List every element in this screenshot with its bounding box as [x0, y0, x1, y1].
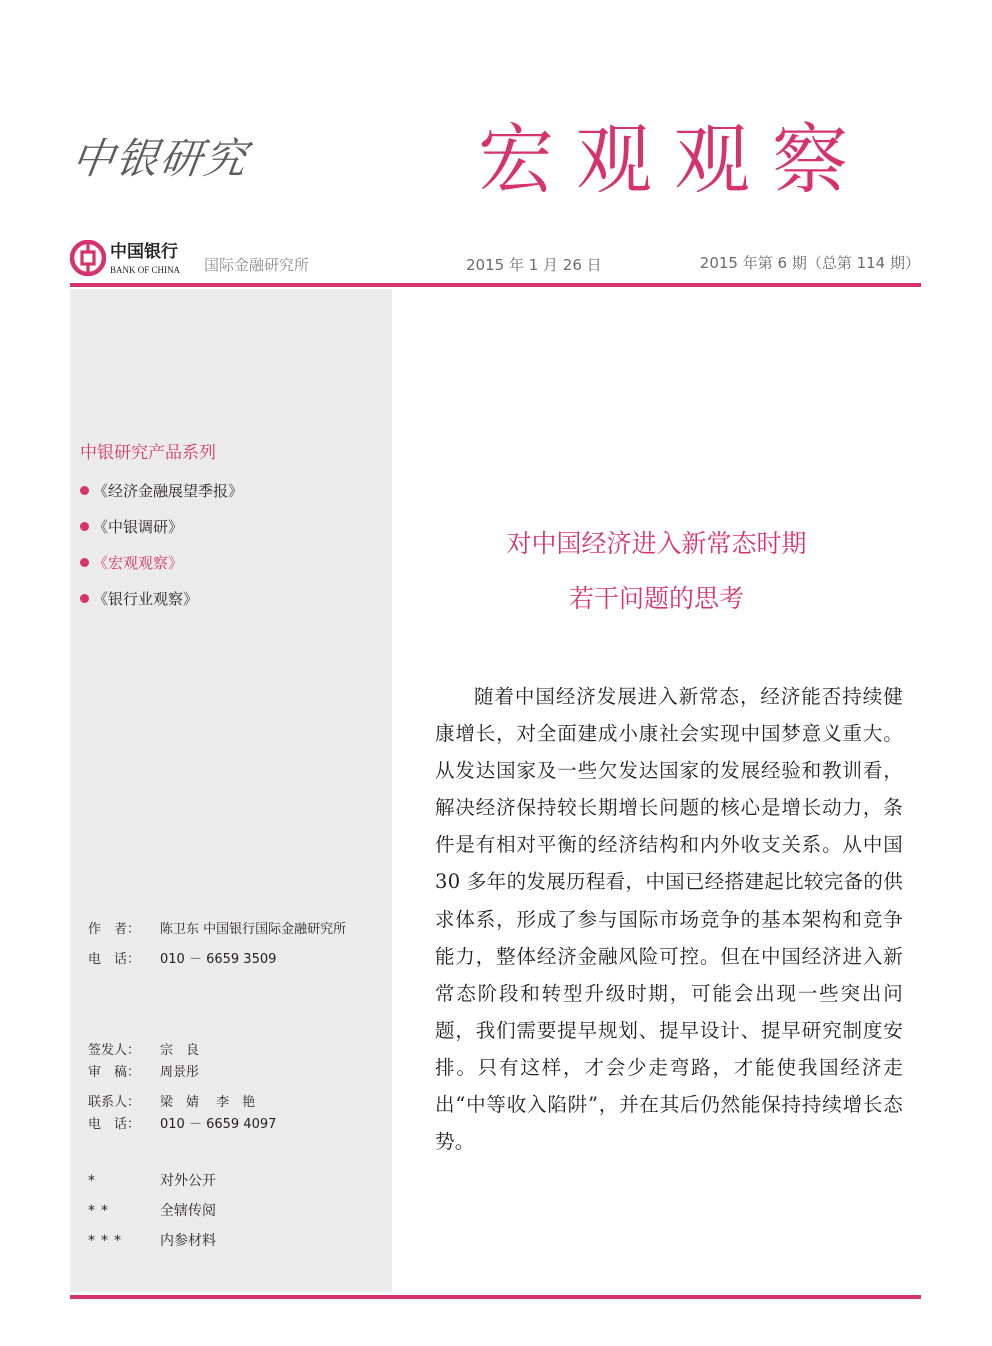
classification-text: 内参材料 [160, 1233, 216, 1249]
bullet-dot-icon [80, 594, 89, 603]
signer-row [88, 1040, 276, 1062]
series-item [80, 588, 243, 624]
author-label: 作 者： [88, 922, 141, 937]
bank-name-cn: 中国银行 [110, 242, 178, 262]
publication-title: 宏观观察 [478, 115, 870, 204]
author-phone-label: 电 话： [88, 952, 141, 967]
reviewer-row [88, 1062, 276, 1092]
bullet-dot-icon [80, 486, 89, 495]
bullet-dot-icon [80, 522, 89, 531]
classification-text: 全辖传阅 [160, 1203, 216, 1219]
classification-marks: *** [88, 1233, 127, 1249]
sidebar-panel [70, 289, 392, 1292]
author-phone-row [88, 949, 346, 971]
classification-row [88, 1170, 216, 1200]
contact-phone-value: 010 － 6659 4097 [160, 1117, 277, 1132]
bank-of-china-logo-icon [70, 240, 106, 276]
header-divider [70, 283, 921, 287]
classification-marks: * [88, 1173, 101, 1189]
series-item-label: 《中银调研》 [93, 518, 184, 536]
classification-row [88, 1200, 216, 1230]
institute-name: 国际金融研究所 [204, 256, 310, 274]
series-item-current [80, 552, 243, 588]
article-title-line-2: 若干问题的思考 [568, 584, 744, 613]
author-block [88, 919, 346, 971]
author-phone-value: 010 － 6659 3509 [160, 952, 277, 967]
contact-row [88, 1092, 276, 1114]
contact-value: 梁 婧 李 艳 [160, 1095, 256, 1110]
series-list [80, 480, 243, 624]
series-item-label: 《经济金融展望季报》 [93, 482, 244, 500]
series-item [80, 480, 243, 516]
classification-row [88, 1230, 216, 1260]
series-item-label: 《银行业观察》 [93, 590, 199, 608]
signer-label: 签发人： [88, 1043, 141, 1058]
author-row [88, 919, 346, 949]
classification-marks: ** [88, 1203, 114, 1219]
contact-phone-row [88, 1114, 276, 1136]
editorial-block [88, 1040, 276, 1136]
footer-divider [70, 1295, 921, 1299]
article-abstract: 随着中国经济发展进入新常态，经济能否持续健康增长，对全面建成小康社会实现中国梦意义重大。从发达国家及一些欠发达国家的发展经验和教训看，解决经济保持较长期增长问题的核心是增长动力，条件是有相对平衡的经济结构和内外收支关系。从中国 30 多年的发展历程看，中国已经搭建起比较完备的供求体系，形成了参与国际市场竞争的基本架构和竞争能力，整体经济金融风险可控。但在中国经济进入新常态阶段和转型升级时期，可能会出现一些突出问题，我们需要提早规划、提早设计、提早研究制度安排。只有这样，才会少走弯路，才能使我国经济走出“中等收入陷阱”，并在其后仍然能保持持续增长态势。 [435, 685, 903, 1154]
classification-text: 对外公开 [160, 1173, 216, 1189]
bank-name-en: BANK OF CHINA [110, 265, 181, 275]
classification-block [88, 1170, 216, 1260]
issue-number: 2015 年第 6 期（总第 114 期） [699, 254, 920, 272]
reviewer-value: 周景彤 [160, 1065, 200, 1080]
series-heading: 中银研究产品系列 [80, 443, 216, 463]
article-title-line-1: 对中国经济进入新常态时期 [506, 529, 807, 558]
contact-label: 联系人： [88, 1095, 141, 1110]
contact-phone-label: 电 话： [88, 1117, 141, 1132]
series-item-label: 《宏观观察》 [93, 554, 184, 572]
reviewer-label: 审 稿： [88, 1065, 141, 1080]
signer-value: 宗 良 [160, 1043, 200, 1058]
series-item [80, 516, 243, 552]
issue-date: 2015 年 1 月 26 日 [466, 256, 602, 274]
author-value: 陈卫东 中国银行国际金融研究所 [160, 922, 347, 937]
brand-calligraphy-logo: 中银研究 [68, 134, 252, 183]
bullet-dot-icon [80, 558, 89, 567]
